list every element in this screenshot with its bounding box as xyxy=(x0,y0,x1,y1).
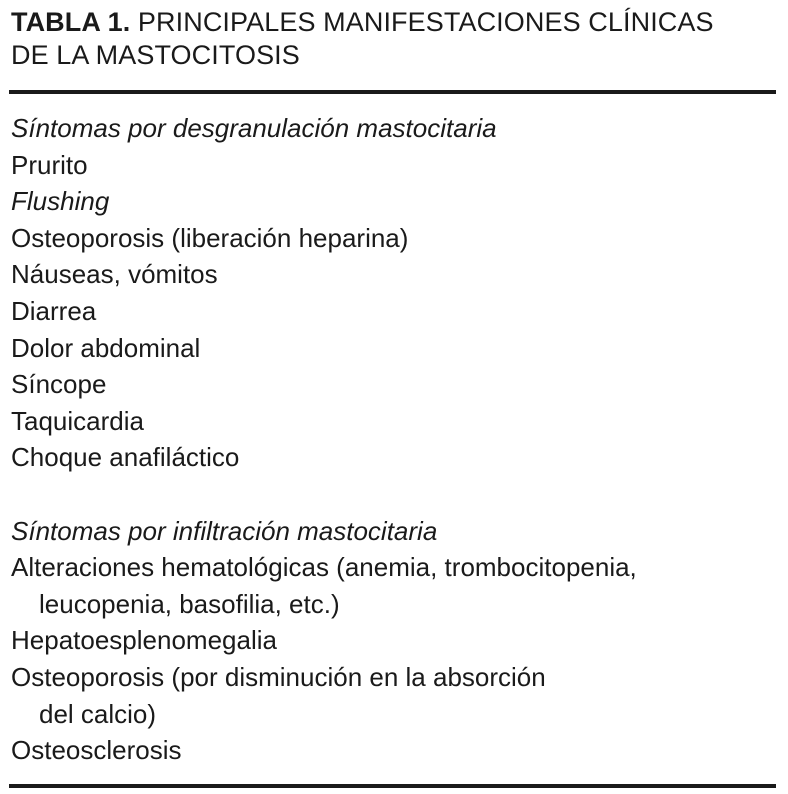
table-title-text-1: PRINCIPALES MANIFESTACIONES CLÍNICAS xyxy=(137,7,714,37)
list-item: Choque anafiláctico xyxy=(11,442,240,473)
table-title xyxy=(11,6,781,72)
list-item: Síncope xyxy=(11,369,107,400)
list-item: Diarrea xyxy=(11,295,97,326)
section-heading-infiltration: Síntomas por infiltración mastocitaria xyxy=(11,515,438,546)
table-title-line-1 xyxy=(11,6,781,39)
list-item: Osteoporosis (por disminución en la absorción xyxy=(11,661,546,692)
list-item-continuation: del calcio) xyxy=(39,698,157,729)
list-item: Dolor abdominal xyxy=(11,332,201,363)
table-body xyxy=(11,110,781,769)
list-item: Náuseas, vómitos xyxy=(11,259,218,290)
list-item-continuation: leucopenia, basofilia, etc.) xyxy=(39,588,340,619)
top-rule xyxy=(9,90,776,94)
bottom-rule xyxy=(9,784,776,788)
list-item: Hepatoesplenomegalia xyxy=(11,625,277,656)
list-item: Taquicardia xyxy=(11,405,144,436)
list-item: Flushing xyxy=(11,186,110,217)
section-spacer xyxy=(11,476,781,513)
list-item: Osteosclerosis xyxy=(11,735,182,766)
list-item: Osteoporosis (liberación heparina) xyxy=(11,222,409,253)
list-item: Prurito xyxy=(11,149,88,180)
table-title-text-2: DE LA MASTOCITOSIS xyxy=(11,40,300,70)
section-heading-degranulation: Síntomas por desgranulación mastocitaria xyxy=(11,113,497,143)
list-item: Alteraciones hematológicas (anemia, trombocitopenia, xyxy=(11,552,637,583)
table-label: TABLA 1. xyxy=(11,7,131,37)
